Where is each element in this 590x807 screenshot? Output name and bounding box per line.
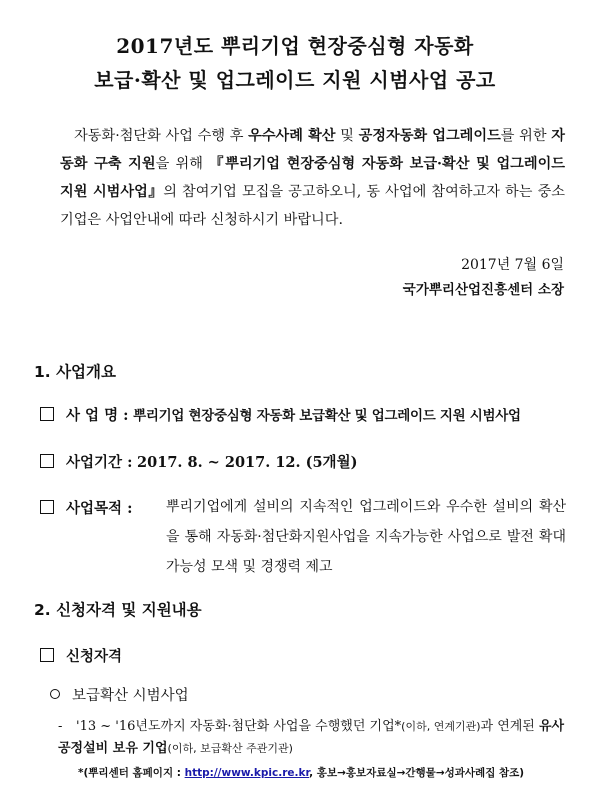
checkbox-square-icon: [40, 407, 54, 421]
section-2-heading: 2. 신청자격 및 지원내용: [34, 601, 202, 619]
dash-bullet-icon: -: [58, 719, 63, 734]
footnote: *(뿌리센터 홈페이지 : http://www.kpic.re.kr, 홍보→홍보자료실→간행물→성과사례집 참조): [78, 767, 525, 779]
qualification-row: [40, 645, 122, 666]
announcement-title-line-2: 보급·확산 및 업그레이드 지원 시범사업 공고: [94, 68, 496, 92]
project-purpose-value: 뿌리기업에게 설비의 지속적인 업그레이드와 우수한 설비의 확산을 통해 자동화·첨단화지원사업을 지속가능한 사업으로 발전 확대 가능성 모색 및 경쟁력 제고: [166, 499, 566, 575]
section-1-heading: 1. 사업개요: [34, 363, 116, 381]
checkbox-square-icon: [40, 500, 54, 514]
qualification-detail: - '13 ~ '16년도까지 자동화·첨단화 사업을 수행했던 기업*(이하, 연계기관)과 연계된 유사공정설비 보유 기업(이하, 보급확산 주관기관): [58, 716, 568, 760]
project-period-label: 사업기간 :: [66, 454, 133, 471]
qualification-label: 신청자격: [66, 648, 123, 665]
circle-bullet-icon: [50, 689, 60, 699]
announcement-date: 2017년 7월 6일: [461, 257, 564, 273]
intro-paragraph: 자동화·첨단화 사업 수행 후 우수사례 확산 및 공정자동화 업그레이드를 위한 자동화 구축 지원을 위해 『뿌리기업 현장중심형 자동화 보급·확산 및 업그레이드 지원 시범사업』의 참여기업 모집을 공고하오니, 동 사업에 참여하고자 하는 중소기업은 사업안내에 따라 신청하시기 바랍니다.: [60, 128, 566, 228]
project-purpose-row: [40, 497, 132, 518]
issuer-name: 국가뿌리산업진흥센터 소장: [402, 282, 564, 298]
checkbox-square-icon: [40, 454, 54, 468]
project-purpose-label: 사업목적 :: [66, 500, 133, 517]
project-name-value: 뿌리기업 현장중심형 자동화 보급확산 및 업그레이드 지원 시범사업: [133, 408, 521, 424]
project-period-value: 2017. 8. ~ 2017. 12. (5개월): [137, 454, 358, 471]
project-name-row: [40, 404, 521, 425]
announcement-title-line-1: 2017년도 뿌리기업 현장중심형 자동화: [116, 34, 474, 58]
sub-item-label: 보급확산 시범사업: [72, 688, 189, 704]
project-name-label: 사 업 명 :: [66, 407, 129, 424]
sub-item-row: [50, 684, 189, 705]
homepage-link[interactable]: http://www.kpic.re.kr: [184, 767, 310, 779]
project-period-row: [40, 451, 357, 472]
checkbox-square-icon: [40, 648, 54, 662]
